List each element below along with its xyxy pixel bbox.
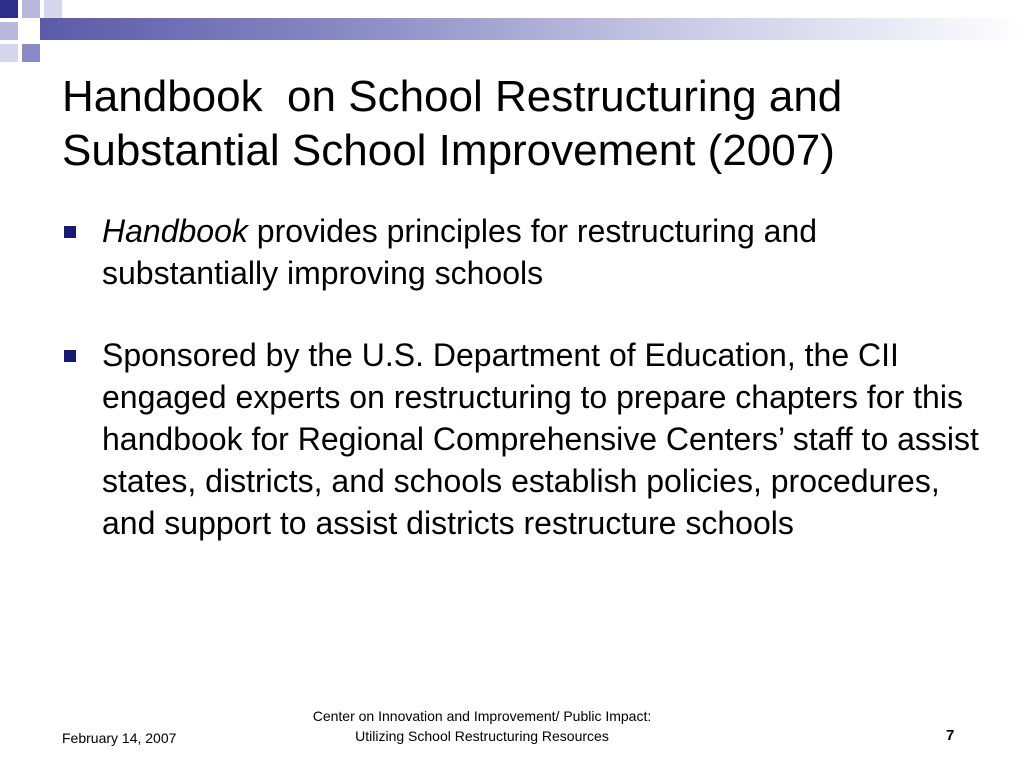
bullet-emphasis: Handbook <box>102 213 248 249</box>
decor-square <box>0 44 18 62</box>
decor-square <box>44 0 62 18</box>
footer-center-text <box>262 706 702 746</box>
decor-square <box>22 0 40 18</box>
header-gradient-bar <box>40 18 1024 40</box>
bullet-item <box>62 210 982 294</box>
bullet-list <box>62 210 982 584</box>
footer-line: Center on Innovation and Improvement/ Public Impact: <box>312 708 652 724</box>
footer-line: Utilizing School Restructuring Resources <box>355 728 609 744</box>
bullet-square-icon <box>64 226 76 238</box>
bullet-text: Sponsored by the U.S. Department of Education, the CII engaged experts on restructuring to prepare chapters for this handbook for Regional Comprehensive Centers’ staff to assist states, districts, and schools establish policies, procedures, and support to assist districts restructure schools <box>102 337 979 541</box>
decor-square <box>0 0 18 18</box>
bullet-square-icon <box>64 350 76 362</box>
decor-square <box>0 22 18 40</box>
footer-date: February 14, 2007 <box>62 730 177 746</box>
decor-square <box>22 44 40 62</box>
bullet-text: provides principles for restructuring and substantially improving schools <box>102 213 818 291</box>
slide-title: Handbook on School Restructuring and Substantial School Improvement (2007) <box>62 72 855 175</box>
page-number: 7 <box>946 727 955 744</box>
bullet-item <box>62 334 982 544</box>
